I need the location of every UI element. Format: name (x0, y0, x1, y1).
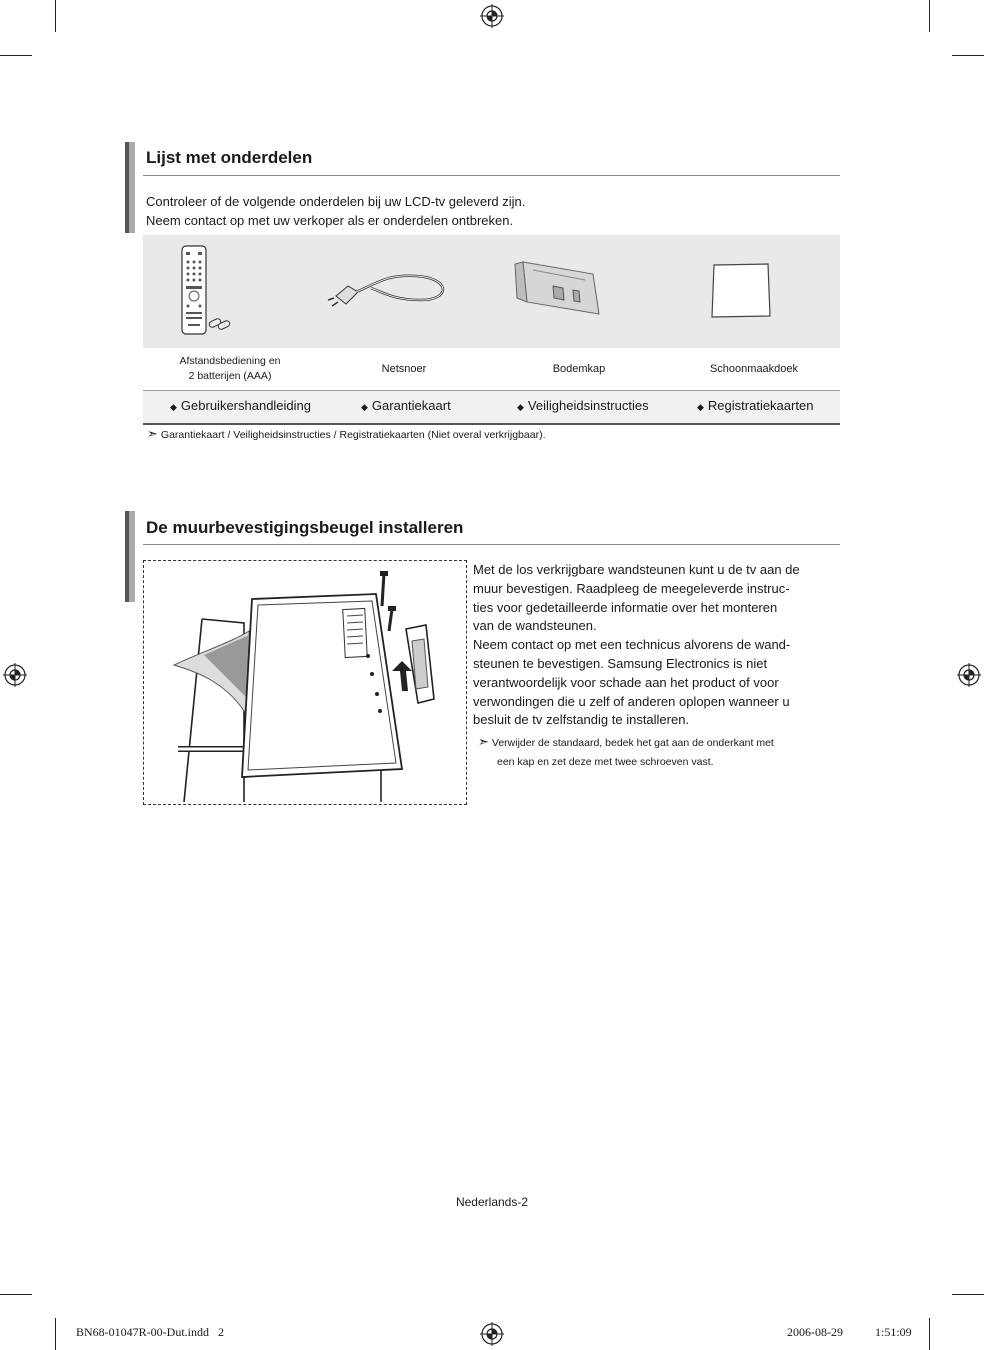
footer-date: 2006-08-29 (787, 1325, 843, 1339)
diamond-bullet-icon: ◆ (170, 402, 177, 412)
body-line: besluit de tv zelfstandig te installeren. (473, 712, 690, 728)
section-title: Lijst met onderdelen (146, 148, 313, 167)
note-text: een kap en zet deze met twee schroeven vast. (497, 756, 714, 768)
note-text: Verwijder de standaard, bedek het gat aan de onderkant met (491, 737, 774, 749)
part-label-line: Afstandsbediening en (179, 355, 281, 367)
crop-mark (0, 1294, 32, 1295)
note-arrow-icon: ➣ (147, 426, 158, 441)
body-line: ties voor gedetailleerde informatie over het monteren (473, 599, 778, 615)
power-cord-icon (326, 264, 452, 314)
registration-mark-icon (957, 663, 981, 687)
footer-time: 1:51:09 (875, 1325, 912, 1339)
crop-mark (0, 55, 32, 56)
document-label: Gebruikershandleiding (180, 398, 312, 413)
crop-mark (952, 1294, 984, 1295)
registration-mark-icon (3, 663, 27, 687)
intro-text (146, 192, 525, 230)
crop-mark (55, 0, 56, 32)
body-line: verantwoordelijk voor schade aan het product of voor (473, 674, 779, 690)
diamond-bullet-icon: ◆ (361, 402, 368, 412)
bottom-cover-icon (513, 256, 605, 318)
section-rule (143, 544, 840, 545)
intro-line: Controleer of de volgende onderdelen bij uw LCD-tv geleverd zijn. (146, 194, 526, 209)
diamond-bullet-icon: ◆ (697, 402, 704, 412)
wall-mount-illustration (144, 561, 464, 802)
crop-mark (929, 0, 930, 32)
install-note (478, 732, 774, 772)
crop-mark (55, 1318, 56, 1350)
part-label-cleaning-cloth: Schoonmaakdoek (709, 363, 799, 375)
page-number: Nederlands-2 (455, 1195, 529, 1209)
note-arrow-icon: ➣ (478, 734, 489, 749)
install-instructions (473, 561, 833, 730)
note (147, 424, 546, 445)
part-label-line: 2 batterijen (AAA) (188, 370, 272, 382)
crop-mark (929, 1318, 930, 1350)
document-label: Registratiekaarten (707, 398, 814, 413)
section-marker (125, 511, 135, 602)
document-item (697, 398, 813, 413)
body-line: steunen te bevestigen. Samsung Electronics is niet (473, 655, 768, 671)
diamond-bullet-icon: ◆ (517, 402, 524, 412)
registration-mark-icon (480, 1322, 504, 1346)
body-line: van de wandsteunen. (473, 618, 597, 634)
body-line: verwondingen die u zelf of anderen oplopen wanneer u (473, 693, 790, 709)
footer-file: BN68-01047R-00-Dut.indd 2 (76, 1325, 224, 1339)
document-item (170, 398, 311, 413)
section-title: De muurbevestigingsbeugel installeren (146, 518, 464, 537)
section-marker (125, 142, 135, 233)
crop-mark (952, 55, 984, 56)
document-item (517, 398, 649, 413)
remote-control-icon (178, 244, 238, 336)
registration-mark-icon (480, 4, 504, 28)
cleaning-cloth-icon (708, 262, 774, 320)
section-rule (143, 175, 840, 176)
intro-line: Neem contact op met uw verkoper als er onderdelen ontbreken. (146, 213, 514, 228)
document-label: Veiligheidsinstructies (527, 398, 649, 413)
document-label: Garantiekaart (371, 398, 451, 413)
body-line: Met de los verkrijgbare wandsteunen kunt u de tv aan de (473, 562, 800, 577)
body-line: muur bevestigen. Raadpleeg de meegeleverde instruc- (473, 580, 790, 596)
body-line: Neem contact op met een technicus alvorens de wand- (473, 637, 791, 653)
part-label-power-cord: Netsnoer (381, 363, 427, 375)
part-label-remote (160, 354, 300, 384)
part-label-bottom-cover: Bodemkap (552, 363, 606, 375)
note-text: Garantiekaart / Veiligheidsinstructies / Registratiekaarten (Niet overal verkrijgbaar). (160, 429, 546, 441)
document-item (361, 398, 451, 413)
